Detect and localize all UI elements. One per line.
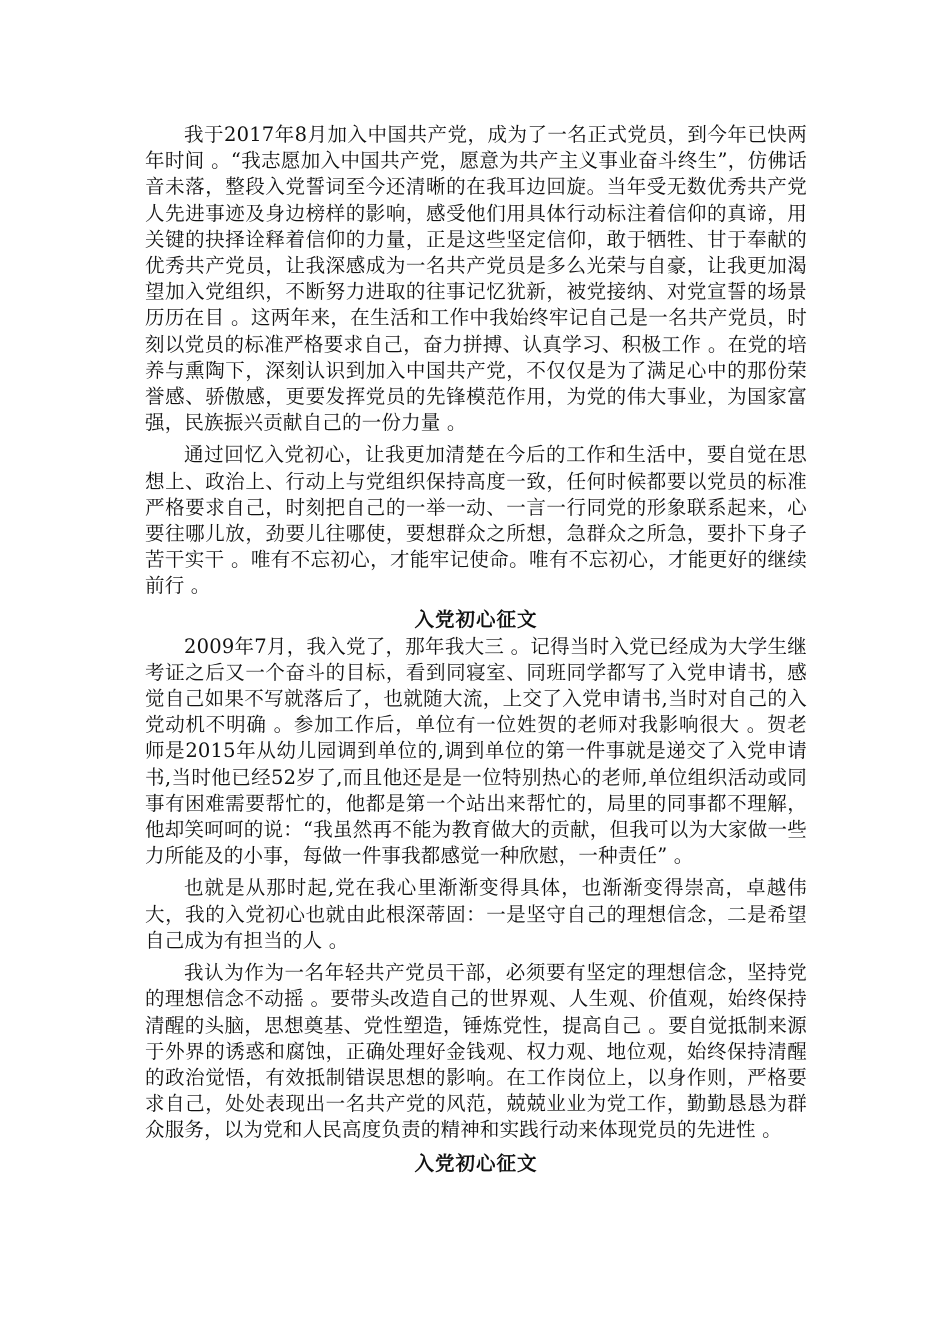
paragraph-young-member: 我认为作为一名年轻共产党员干部，必须要有坚定的理想信念，坚持党的理想信念不动摇 。要带头改造自己的世界观、人生观、价值观，始终保持清醒的头脑，思想奠基、党性塑造，锤炼党性，提高自己 。要自觉抵制来源于外界的诱惑和腐蚀，正确处理好金钱观、权力观、地位观，始终保持清醒的政治觉悟，有效抵制错误思想的影响。在工作岗位上，以身作则，严格要求自己，处处表现出一名共产党的风范，兢兢业业为党工作，勤勤恳恳为群众服务，以为党和人民高度负责的精神和实践行动来体现党员的先进性 。 <box>145 961 807 1142</box>
section-heading-bottom: 入党初心征文 <box>414 1151 538 1175</box>
section-heading: 入党初心征文 <box>414 607 538 631</box>
paragraph-original-aspiration: 通过回忆入党初心，让我更加清楚在今后的工作和生活中，要自觉在思想上、政治上、行动上与党组织保持高度一致，任何时候都要以党员的标准严格要求自己，时刻把自己的一举一动、一言一行同党的形象联系起来，心要往哪儿放，劲要儿往哪使，要想群众之所想，急群众之所急，要扑下身子苦干实干 。唯有不忘初心，才能牢记使命。唯有不忘初心，才能更好的继续前行 。 <box>145 443 807 598</box>
paragraph-joining-2009: 2009年7月，我入党了，那年我大三 。记得当时入党已经成为大学生继考证之后又一个奋斗的目标，看到同寝室、同班同学都写了入党申请书，感觉自己如果不写就落后了，也就随大流，上交了入党申请书,当时对自己的入党动机不明确 。参加工作后，单位有一位姓贺的老师对我影响很大 。贺老师是2015年从幼儿园调到单位的,调到单位的第一件事就是递交了入党申请书,当时他已经52岁了,而且他还是是一位特别热心的老师,单位组织活动或同事有困难需要帮忙的，他都是第一个站出来帮忙的，局里的同事都不理解，他却笑呵呵的说：“我虽然再不能为教育做大的贡献，但我可以为大家做一些力所能及的小事，每做一件事我都感觉一种欣慰，一种责任” 。 <box>145 634 807 868</box>
paragraph-belief: 也就是从那时起,党在我心里渐渐变得具体，也渐渐变得崇高，卓越伟大，我的入党初心也就由此根深蒂固：一是坚守自己的理想信念，二是希望自己成为有担当的人 。 <box>145 876 807 952</box>
document-page <box>145 122 807 1178</box>
paragraph-oath-memory: 我于2017年8月加入中国共产党，成为了一名正式党员，到今年已快两年时间 。“我志愿加入中国共产党，愿意为共产主义事业奋斗终生”，仿佛话音未落，整段入党誓词至今还清晰的在我耳边回旋。当年受无数优秀共产党人先进事迹及身边榜样的影响，感受他们用具体行动标注着信仰的真谛，用关键的抉择诠释着信仰的力量，正是这些坚定信仰，敢于牺牲、甘于奉献的优秀共产党员，让我深感成为一名共产党员是多么光荣与自豪，让我更加渴望加入党组织，不断努力进取的往事记忆犹新，被党接纳、对党宣誓的场景历历在目 。这两年来，在生活和工作中我始终牢记自己是一名共产党员，时刻以党员的标准严格要求自己，奋力拼搏、认真学习、积极工作 。在党的培养与熏陶下，深刻认识到加入中国共产党，不仅仅是为了满足心中的那份荣誉感、骄傲感，更要发挥党员的先锋模范作用，为党的伟大事业，为国家富强，民族振兴贡献自己的一份力量 。 <box>145 123 807 435</box>
